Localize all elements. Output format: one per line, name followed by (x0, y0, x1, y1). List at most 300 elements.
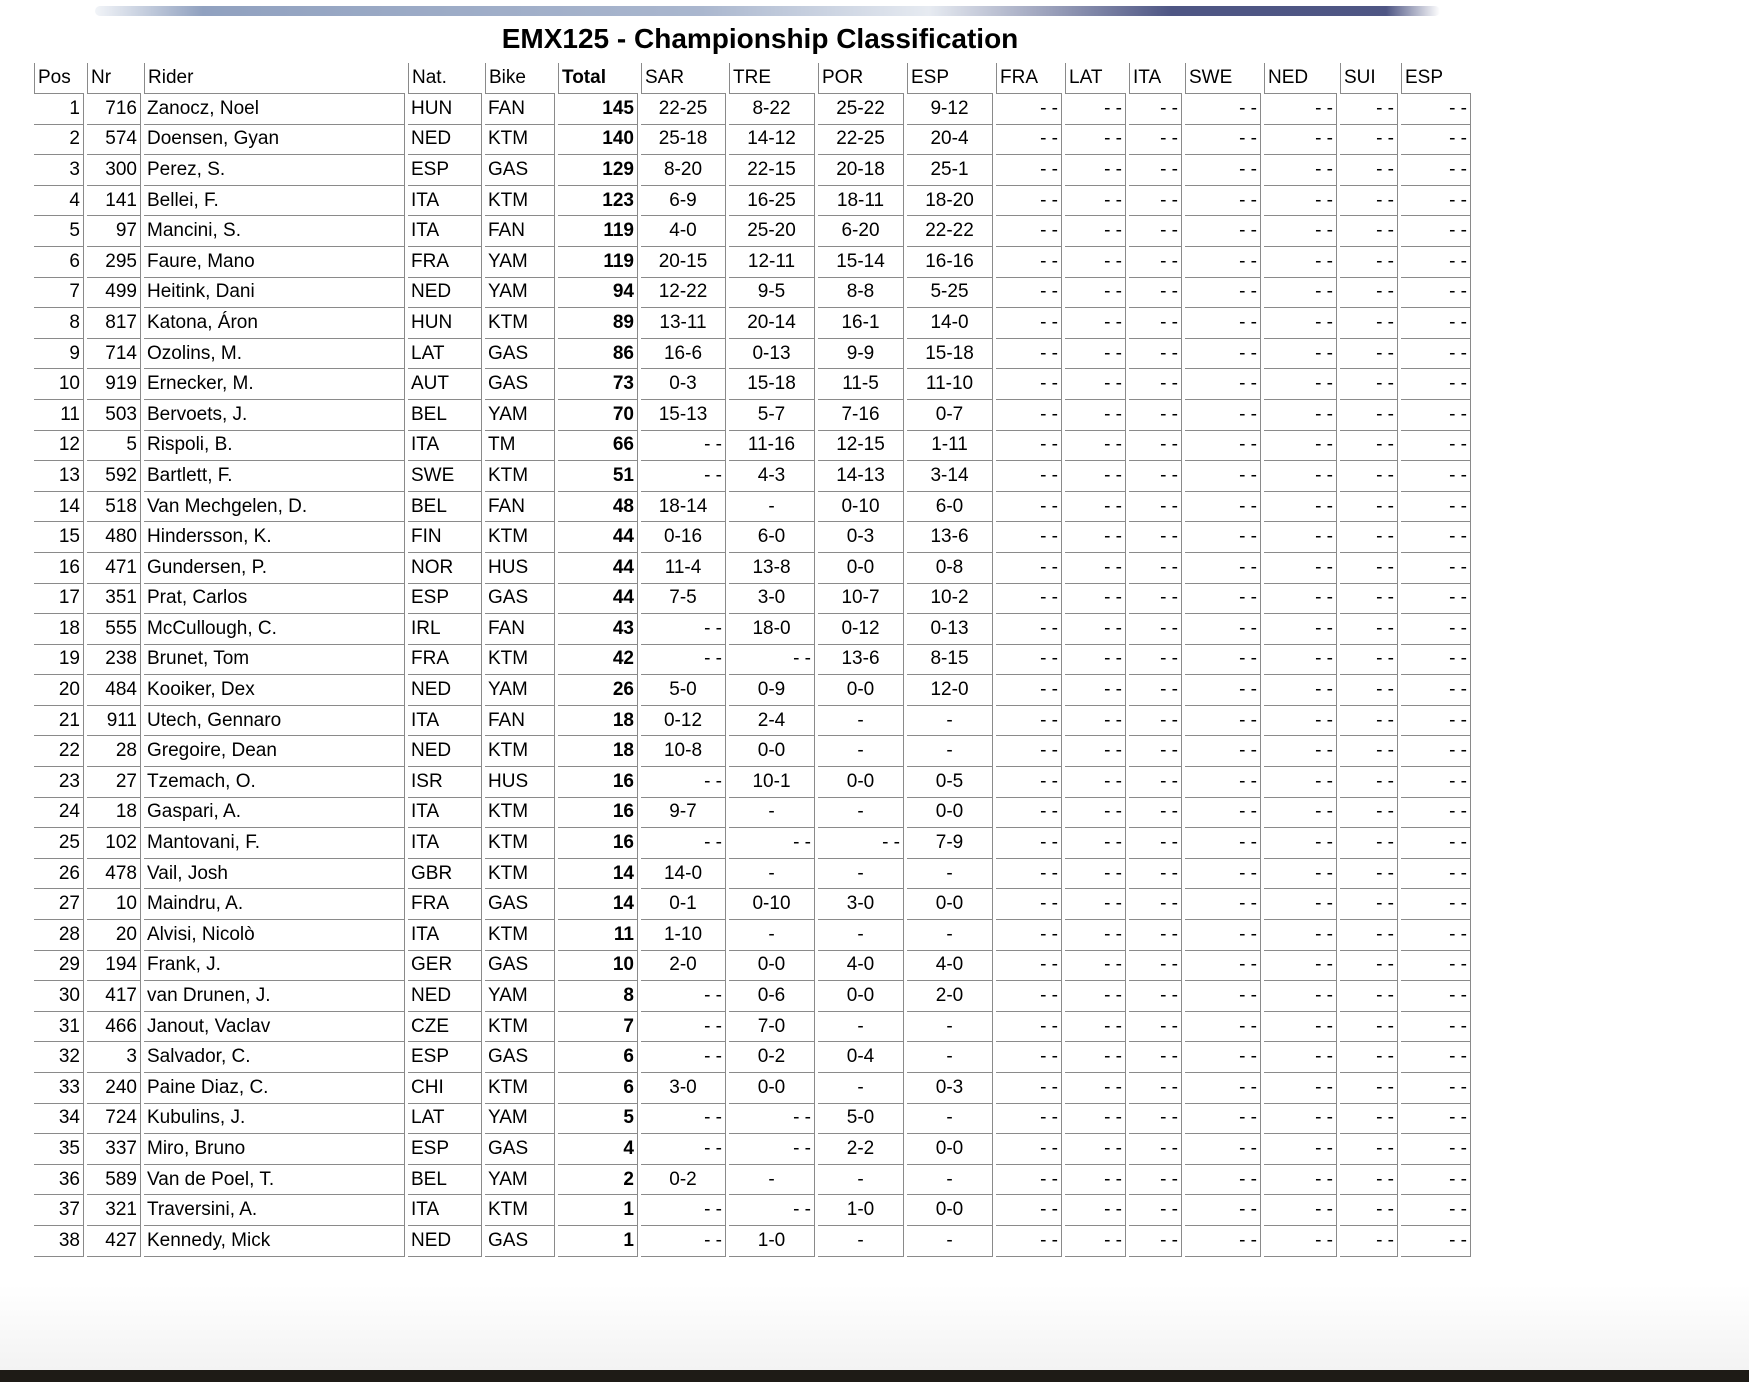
empty-round-cell: - - (1065, 645, 1126, 676)
bike-cell: YAM (485, 1104, 555, 1135)
empty-round-cell: - - (1264, 736, 1337, 767)
nat-cell: ESP (408, 1134, 482, 1165)
tre-cell: 12-11 (729, 247, 815, 278)
empty-round-cell: - - (1129, 1104, 1182, 1135)
empty-round-cell: - - (1401, 431, 1471, 462)
empty-round-cell: - - (1401, 614, 1471, 645)
bike-cell: GAS (485, 584, 555, 615)
nat-cell: NOR (408, 553, 482, 584)
empty-round-cell: - - (1065, 1195, 1126, 1226)
por-cell: 8-8 (818, 278, 904, 309)
empty-round-cell: - - (1340, 859, 1398, 890)
nat-cell: NED (408, 125, 482, 156)
empty-round-cell: - - (1129, 247, 1182, 278)
esp-cell: 0-0 (907, 1134, 993, 1165)
por-cell: 0-0 (818, 553, 904, 584)
bike-cell: KTM (485, 308, 555, 339)
por-cell: 14-13 (818, 461, 904, 492)
column-header-por: POR (818, 63, 904, 94)
pos-cell: 28 (34, 920, 84, 951)
sar-cell: 9-7 (641, 798, 726, 829)
nat-cell: ITA (408, 1195, 482, 1226)
empty-round-cell: - - (1264, 1134, 1337, 1165)
pos-cell: 22 (34, 736, 84, 767)
pos-cell: 26 (34, 859, 84, 890)
empty-round-cell: - - (1065, 767, 1126, 798)
nr-cell: 724 (87, 1104, 141, 1135)
tre-cell: 1-0 (729, 1226, 815, 1257)
column-header-pos: Pos (34, 63, 84, 94)
empty-round-cell: - - (1065, 1104, 1126, 1135)
rider-cell: Traversini, A. (144, 1195, 405, 1226)
nr-cell: 911 (87, 706, 141, 737)
empty-round-cell: - - (996, 767, 1062, 798)
empty-round-cell: - - (1185, 706, 1261, 737)
nr-cell: 574 (87, 125, 141, 156)
empty-round-cell: - - (1129, 308, 1182, 339)
empty-round-cell: - - (1129, 155, 1182, 186)
esp-cell: 22-22 (907, 216, 993, 247)
nr-cell: 716 (87, 94, 141, 125)
por-cell: - - (818, 828, 904, 859)
sar-cell: - - (641, 1226, 726, 1257)
empty-round-cell: - - (1065, 981, 1126, 1012)
nr-cell: 141 (87, 186, 141, 217)
table-row (34, 889, 1471, 920)
esp-cell: - (907, 1165, 993, 1196)
tre-cell: 0-0 (729, 951, 815, 982)
nat-cell: SWE (408, 461, 482, 492)
bike-cell: KTM (485, 645, 555, 676)
table-row (34, 736, 1471, 767)
empty-round-cell: - - (1065, 1073, 1126, 1104)
esp-cell: 0-0 (907, 1195, 993, 1226)
total-cell: 16 (558, 798, 638, 829)
empty-round-cell: - - (1129, 1134, 1182, 1165)
rider-cell: Maindru, A. (144, 889, 405, 920)
empty-round-cell: - - (1065, 278, 1126, 309)
empty-round-cell: - - (1185, 736, 1261, 767)
empty-round-cell: - - (1129, 553, 1182, 584)
nat-cell: ITA (408, 216, 482, 247)
column-header-esp: ESP (907, 63, 993, 94)
sar-cell: 22-25 (641, 94, 726, 125)
empty-round-cell: - - (1401, 400, 1471, 431)
empty-round-cell: - - (1401, 522, 1471, 553)
nat-cell: ITA (408, 798, 482, 829)
total-cell: 1 (558, 1226, 638, 1257)
empty-round-cell: - - (1185, 798, 1261, 829)
empty-round-cell: - - (1065, 339, 1126, 370)
empty-round-cell: - - (1340, 308, 1398, 339)
empty-round-cell: - - (1340, 339, 1398, 370)
tre-cell: 0-6 (729, 981, 815, 1012)
empty-round-cell: - - (1264, 584, 1337, 615)
esp-cell: 11-10 (907, 369, 993, 400)
nat-cell: ITA (408, 828, 482, 859)
empty-round-cell: - - (1065, 461, 1126, 492)
empty-round-cell: - - (1185, 1134, 1261, 1165)
empty-round-cell: - - (1401, 1226, 1471, 1257)
table-row (34, 155, 1471, 186)
empty-round-cell: - - (1185, 584, 1261, 615)
empty-round-cell: - - (1185, 522, 1261, 553)
sar-cell: 20-15 (641, 247, 726, 278)
por-cell: 18-11 (818, 186, 904, 217)
pos-cell: 19 (34, 645, 84, 676)
pos-cell: 37 (34, 1195, 84, 1226)
nr-cell: 295 (87, 247, 141, 278)
por-cell: 11-5 (818, 369, 904, 400)
empty-round-cell: - - (996, 431, 1062, 462)
nat-cell: ESP (408, 584, 482, 615)
table-row (34, 1165, 1471, 1196)
pos-cell: 34 (34, 1104, 84, 1135)
empty-round-cell: - - (1340, 125, 1398, 156)
por-cell: 3-0 (818, 889, 904, 920)
table-row (34, 767, 1471, 798)
empty-round-cell: - - (1401, 553, 1471, 584)
bike-cell: FAN (485, 706, 555, 737)
pos-cell: 6 (34, 247, 84, 278)
empty-round-cell: - - (1065, 859, 1126, 890)
empty-round-cell: - - (1340, 951, 1398, 982)
empty-round-cell: - - (1340, 155, 1398, 186)
esp-cell: 0-3 (907, 1073, 993, 1104)
empty-round-cell: - - (996, 706, 1062, 737)
column-header-nr: Nr (87, 63, 141, 94)
nr-cell: 351 (87, 584, 141, 615)
bike-cell: HUS (485, 767, 555, 798)
table-row (34, 1134, 1471, 1165)
rider-cell: Ozolins, M. (144, 339, 405, 370)
table-row (34, 828, 1471, 859)
por-cell: 6-20 (818, 216, 904, 247)
empty-round-cell: - - (1264, 369, 1337, 400)
empty-round-cell: - - (1264, 553, 1337, 584)
por-cell: - (818, 1012, 904, 1043)
empty-round-cell: - - (1065, 1165, 1126, 1196)
por-cell: - (818, 736, 904, 767)
total-cell: 11 (558, 920, 638, 951)
empty-round-cell: - - (996, 94, 1062, 125)
rider-cell: Utech, Gennaro (144, 706, 405, 737)
empty-round-cell: - - (1340, 1104, 1398, 1135)
empty-round-cell: - - (1340, 706, 1398, 737)
nat-cell: FRA (408, 247, 482, 278)
bike-cell: FAN (485, 216, 555, 247)
empty-round-cell: - - (1129, 584, 1182, 615)
sar-cell: - - (641, 1134, 726, 1165)
pos-cell: 3 (34, 155, 84, 186)
rider-cell: Kennedy, Mick (144, 1226, 405, 1257)
table-row (34, 798, 1471, 829)
empty-round-cell: - - (1401, 798, 1471, 829)
esp-cell: 12-0 (907, 675, 993, 706)
esp-cell: - (907, 1104, 993, 1135)
empty-round-cell: - - (1264, 951, 1337, 982)
por-cell: - (818, 859, 904, 890)
sar-cell: 0-1 (641, 889, 726, 920)
total-cell: 10 (558, 951, 638, 982)
rider-cell: Van Mechgelen, D. (144, 492, 405, 523)
tre-cell: 20-14 (729, 308, 815, 339)
table-row (34, 308, 1471, 339)
empty-round-cell: - - (1129, 1042, 1182, 1073)
pos-cell: 18 (34, 614, 84, 645)
table-header-row (34, 63, 1471, 94)
nat-cell: LAT (408, 339, 482, 370)
empty-round-cell: - - (1065, 1012, 1126, 1043)
empty-round-cell: - - (1129, 798, 1182, 829)
nr-cell: 480 (87, 522, 141, 553)
pos-cell: 15 (34, 522, 84, 553)
column-header-swe: SWE (1185, 63, 1261, 94)
por-cell: 1-0 (818, 1195, 904, 1226)
empty-round-cell: - - (1065, 736, 1126, 767)
sar-cell: 14-0 (641, 859, 726, 890)
empty-round-cell: - - (1185, 645, 1261, 676)
empty-round-cell: - - (1340, 675, 1398, 706)
tre-cell: 14-12 (729, 125, 815, 156)
tre-cell: 25-20 (729, 216, 815, 247)
tre-cell: 4-3 (729, 461, 815, 492)
esp-cell: - (907, 1226, 993, 1257)
empty-round-cell: - - (1340, 614, 1398, 645)
esp-cell: 2-0 (907, 981, 993, 1012)
empty-round-cell: - - (1185, 1073, 1261, 1104)
total-cell: 44 (558, 522, 638, 553)
table-row (34, 584, 1471, 615)
pos-cell: 2 (34, 125, 84, 156)
empty-round-cell: - - (1340, 1195, 1398, 1226)
sar-cell: - - (641, 1042, 726, 1073)
empty-round-cell: - - (1340, 981, 1398, 1012)
empty-round-cell: - - (1065, 369, 1126, 400)
esp-cell: 10-2 (907, 584, 993, 615)
empty-round-cell: - - (996, 339, 1062, 370)
empty-round-cell: - - (1065, 920, 1126, 951)
esp-cell: - (907, 1012, 993, 1043)
rider-cell: McCullough, C. (144, 614, 405, 645)
empty-round-cell: - - (1185, 1042, 1261, 1073)
total-cell: 43 (558, 614, 638, 645)
rider-cell: Bartlett, F. (144, 461, 405, 492)
esp-cell: 0-7 (907, 400, 993, 431)
sar-cell: 1-10 (641, 920, 726, 951)
empty-round-cell: - - (1401, 278, 1471, 309)
nat-cell: FRA (408, 889, 482, 920)
pos-cell: 12 (34, 431, 84, 462)
empty-round-cell: - - (1185, 431, 1261, 462)
column-header-fra: FRA (996, 63, 1062, 94)
total-cell: 119 (558, 247, 638, 278)
nr-cell: 478 (87, 859, 141, 890)
bike-cell: GAS (485, 1042, 555, 1073)
sar-cell: 0-2 (641, 1165, 726, 1196)
por-cell: 0-10 (818, 492, 904, 523)
pos-cell: 36 (34, 1165, 84, 1196)
sar-cell: 5-0 (641, 675, 726, 706)
empty-round-cell: - - (1129, 920, 1182, 951)
empty-round-cell: - - (1185, 339, 1261, 370)
table-row (34, 492, 1471, 523)
empty-round-cell: - - (1264, 461, 1337, 492)
empty-round-cell: - - (1185, 553, 1261, 584)
empty-round-cell: - - (1401, 1134, 1471, 1165)
pos-cell: 8 (34, 308, 84, 339)
table-row (34, 1104, 1471, 1135)
por-cell: 4-0 (818, 951, 904, 982)
empty-round-cell: - - (1264, 400, 1337, 431)
column-header-sar: SAR (641, 63, 726, 94)
empty-round-cell: - - (1129, 981, 1182, 1012)
empty-round-cell: - - (1129, 645, 1182, 676)
empty-round-cell: - - (1185, 247, 1261, 278)
empty-round-cell: - - (1340, 492, 1398, 523)
bike-cell: HUS (485, 553, 555, 584)
sar-cell: - - (641, 645, 726, 676)
bike-cell: KTM (485, 920, 555, 951)
pos-cell: 4 (34, 186, 84, 217)
empty-round-cell: - - (1264, 920, 1337, 951)
empty-round-cell: - - (1065, 584, 1126, 615)
total-cell: 16 (558, 767, 638, 798)
tre-cell: 0-0 (729, 736, 815, 767)
empty-round-cell: - - (1264, 889, 1337, 920)
empty-round-cell: - - (1185, 94, 1261, 125)
sar-cell: 10-8 (641, 736, 726, 767)
nr-cell: 499 (87, 278, 141, 309)
empty-round-cell: - - (1264, 645, 1337, 676)
sar-cell: - - (641, 1012, 726, 1043)
rider-cell: Alvisi, Nicolò (144, 920, 405, 951)
total-cell: 123 (558, 186, 638, 217)
page-bottom-shade (0, 1285, 1749, 1370)
empty-round-cell: - - (1185, 951, 1261, 982)
nr-cell: 503 (87, 400, 141, 431)
empty-round-cell: - - (1340, 216, 1398, 247)
empty-round-cell: - - (1129, 186, 1182, 217)
sar-cell: - - (641, 431, 726, 462)
total-cell: 1 (558, 1195, 638, 1226)
empty-round-cell: - - (1340, 767, 1398, 798)
empty-round-cell: - - (996, 1226, 1062, 1257)
total-cell: 140 (558, 125, 638, 156)
tre-cell: 7-0 (729, 1012, 815, 1043)
sar-cell: 0-3 (641, 369, 726, 400)
empty-round-cell: - - (996, 1012, 1062, 1043)
rider-cell: Vail, Josh (144, 859, 405, 890)
nr-cell: 337 (87, 1134, 141, 1165)
empty-round-cell: - - (1065, 216, 1126, 247)
empty-round-cell: - - (1129, 1073, 1182, 1104)
empty-round-cell: - - (1401, 767, 1471, 798)
empty-round-cell: - - (1185, 767, 1261, 798)
empty-round-cell: - - (1401, 1165, 1471, 1196)
nat-cell: NED (408, 278, 482, 309)
nr-cell: 27 (87, 767, 141, 798)
empty-round-cell: - - (996, 247, 1062, 278)
pos-cell: 7 (34, 278, 84, 309)
sar-cell: 2-0 (641, 951, 726, 982)
table-row (34, 461, 1471, 492)
empty-round-cell: - - (1264, 94, 1337, 125)
table-row (34, 951, 1471, 982)
total-cell: 42 (558, 645, 638, 676)
empty-round-cell: - - (996, 1165, 1062, 1196)
nat-cell: HUN (408, 94, 482, 125)
tre-cell: 2-4 (729, 706, 815, 737)
nr-cell: 238 (87, 645, 141, 676)
bike-cell: GAS (485, 889, 555, 920)
por-cell: 0-3 (818, 522, 904, 553)
sar-cell: - - (641, 767, 726, 798)
nr-cell: 555 (87, 614, 141, 645)
empty-round-cell: - - (1264, 859, 1337, 890)
pos-cell: 35 (34, 1134, 84, 1165)
tre-cell: - - (729, 1104, 815, 1135)
nat-cell: BEL (408, 400, 482, 431)
pos-cell: 20 (34, 675, 84, 706)
column-header-lat: LAT (1065, 63, 1126, 94)
bike-cell: GAS (485, 155, 555, 186)
empty-round-cell: - - (1401, 155, 1471, 186)
nat-cell: GER (408, 951, 482, 982)
esp-cell: 15-18 (907, 339, 993, 370)
empty-round-cell: - - (1129, 216, 1182, 247)
sar-cell: 3-0 (641, 1073, 726, 1104)
empty-round-cell: - - (1185, 1012, 1261, 1043)
nr-cell: 427 (87, 1226, 141, 1257)
empty-round-cell: - - (996, 278, 1062, 309)
nr-cell: 3 (87, 1042, 141, 1073)
bike-cell: KTM (485, 1073, 555, 1104)
esp-cell: 25-1 (907, 155, 993, 186)
empty-round-cell: - - (1129, 339, 1182, 370)
total-cell: 48 (558, 492, 638, 523)
empty-round-cell: - - (1264, 308, 1337, 339)
empty-round-cell: - - (1065, 889, 1126, 920)
empty-round-cell: - - (1264, 767, 1337, 798)
empty-round-cell: - - (996, 614, 1062, 645)
empty-round-cell: - - (1129, 889, 1182, 920)
por-cell: 0-0 (818, 675, 904, 706)
por-cell: 2-2 (818, 1134, 904, 1165)
esp-cell: 1-11 (907, 431, 993, 462)
table-row (34, 920, 1471, 951)
empty-round-cell: - - (1065, 675, 1126, 706)
sar-cell: 12-22 (641, 278, 726, 309)
empty-round-cell: - - (1340, 522, 1398, 553)
pos-cell: 17 (34, 584, 84, 615)
esp-cell: 13-6 (907, 522, 993, 553)
empty-round-cell: - - (1185, 492, 1261, 523)
pos-cell: 31 (34, 1012, 84, 1043)
empty-round-cell: - - (996, 369, 1062, 400)
empty-round-cell: - - (996, 859, 1062, 890)
nat-cell: ITA (408, 920, 482, 951)
rider-cell: Gaspari, A. (144, 798, 405, 829)
esp-cell: - (907, 706, 993, 737)
empty-round-cell: - - (1340, 798, 1398, 829)
por-cell: - (818, 798, 904, 829)
empty-round-cell: - - (1401, 981, 1471, 1012)
sar-cell: 18-14 (641, 492, 726, 523)
pos-cell: 16 (34, 553, 84, 584)
rider-cell: Miro, Bruno (144, 1134, 405, 1165)
rider-cell: Bervoets, J. (144, 400, 405, 431)
